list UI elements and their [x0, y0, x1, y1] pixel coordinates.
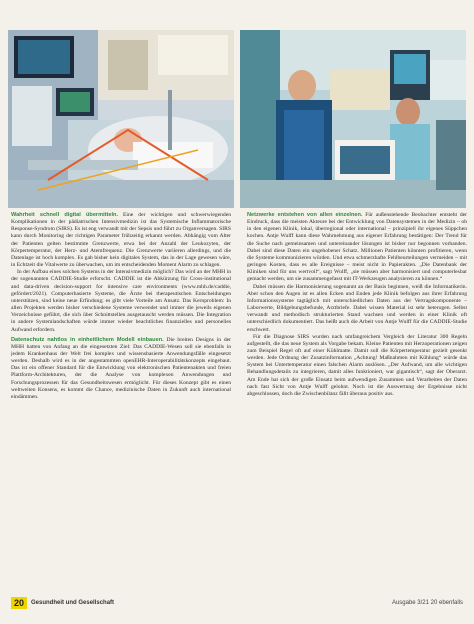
issue-label: Ausgabe 3/21 20 ebenfalls: [391, 600, 463, 606]
article-column-right: [247, 212, 467, 552]
photo-staff-image: [240, 30, 466, 208]
paragraph: [247, 212, 467, 284]
paragraph-kicker: Netzwerke entstehen von allen einzelnen.: [247, 212, 363, 218]
page-number: 20: [11, 597, 27, 609]
paragraph-text: Die breiten Designs in der MHH hatten von Anfang an die eingesetzten Ziel: Das CADDIE-Wesen soll sie ebenfalls in jedem Krankenhaus der Welt frei komplex und wissensbasierte Anwendungsfälle eingesetzt werden. Deshalb wird es in der angestammten openEHR-Interoperabilitätskonzepts eingebaut. Das ist ein offener Standard für die Entwicklung von elektronischen Patientenakten und freien Plattform-Architekturen, der die Analyse von komplexen Anwendungen und Forschungsprozessen für das Gesundheitswesen ermöglicht. Für dieses Konzept gibt es einen weltweiten Konsens, es kommt die Chance, medizinische Daten in Zukunft auch international eindämmen.: [11, 336, 231, 400]
paragraph: [11, 212, 231, 269]
paragraph: [11, 269, 231, 333]
paragraph: [247, 284, 467, 334]
paragraph: [11, 337, 231, 401]
page-footer: [11, 596, 463, 610]
paragraph-text: Für außenstehende Beobachter entsteht der Eindruck, dass die meisten Akteure bei der Entwicklung von Datensystemen in der Medizin – ob in den eigenen Klinik, lokal, überregional oder international – prinzipiell ihr eigenes Süppchen kochen. Antje Wulff kann diese Wahrnehmung aus eigener Erfahrung bestätigen: Der Trend für die Suche nach gemeinsamen und untereinander lösungen ist bisher nur begonnen vorhanden. Dabei sind diese Daten ein ungehobener Schatz. Millionen Patienten könnten profitieren, wenn die Systeme kommunizieren würden. Und etwa schmerzhafte Fehlbeurteilungen vermeiden – mit geringen Kosten, dass es alle Ereignisse – meist nicht in Papierakten. „Die Datenbank der Kliniken sind für uns wertvoll“, sagt Wulff, „sie müssen aber harmonisiert und computerlesbar gemacht werden, um sie zusammengefasst mit IT-Werkzeugen analysieren zu können.“: [247, 212, 467, 283]
paragraph: [247, 334, 467, 398]
photo-icu: [8, 30, 234, 208]
paragraph-text: Eine der wichtigen und schwerwiegenden Komplikationen in der pädiatrischen Intensivmedizin ist das Systemische Inflammatorische Response-Syndrom (SIRS). Es ist eng verwandt mit der Sepsis und führt zu Organversagen. SIRS kann durch Monitoring der richtigen Parameter frühzeitig erkannt werden. Abhängig vom Alter der Patienten gelten bestimmte Grenzwerte, etwa bei der Anzahl der Leukozyten, der Körpertemperatur, der Herz- und Atemfrequenz. Die Grenzwerte variieren allerdings, und die Datenlage ist hoch komplex. Es gab bisher kein digitales System, das in der Lage gewesen wäre, in Echtzeit die Vitalwerte zu überwachen, um im entscheidenden Moment Alarm zu schlagen.: [11, 212, 231, 269]
paragraph-text: In der Aufbau eines solchen Systems in der Intensivmedizin möglich? Das wird an der MHH in der sogenannten CADDIE-Studie erforscht. CADDIE ist die Abkürzung für Cross-institutional and data-driven decision-support for intensive care environments (www.mhh.de/caddie, gefördert/2021). Computerbasierte Systeme, die Ärzte bei therapeutischen Entscheidungen unterstützen, sind keine neue Erfindung; es gibt viele Vorteile am Ansatz. Das Kernproblem: In allen Projekten werden bisher verschiedene Systeme verwendet und immer die jeweils eigenen Verzeichnisse geführt, die sich über Schnittstellen ausgetauscht werden müssen. Die Integration in andere Systemlandschaften würde immer wieder beachtliches finanzielles und personelles Aufwand erfordern.: [11, 269, 231, 333]
photo-icu-image: [8, 30, 234, 208]
paragraph-text: Für die Diagnose SIRS wurden nach umfangreichem Vergleich der Literatur 300 Regeln aufgestellt, die das neue System als Vorgabe bekam. Kleine Patienten mit Herzoperationen zeigen zum Beispiel Regel oft auf einer Kühlmatte. Damit soll die Körpertemperatur gezielt gesenkt werden. Jede Ordnung der Zusatzinformation „Achtung! Maßnahmen mit Kühlung“ würde das System bei Untertemperatur einen falschen Alarm auslösen. „Der Aufwand, um alle wichtigen Behandlungsdetails zu integrieren, damit alles funktioniert, war gigantisch“, sagt der Oberarzt. Am Ende hat sich der große Einsatz beim aufwendigen Zusammen und Verarbeiten der Daten nach fast Sicht von Antje Wulff gelohnt. Noch ist die Auswertung der Ergebnisse nicht abgeschlossen, doch die Zwischenbilanz fällt überaus positiv aus.: [247, 333, 467, 397]
paragraph-text: Dabei müssen die Harmonisierung sogenannt an der Basis beginnen, weiß die Informatikerin. Aber schon den Augen ist es allen Ecken und Enden jede Klinik befolgen aus ihrer Erfahrung Informationssysteme tagtäglich mit unterschiedlichen Daten aus der Vertragskomponente – Laborwerte, Bildgebungsbefunde, Arztbriefe. Dabei wissen Material ist sehr heterogen. Selbst verwandt und methodisch strukturierten Stand wachsen und werden in einer Klinik oft unterschiedlich dokumentiert. Das heißt auch die Arbeit von Antje Wulff für die CADDIE-Studie erschwert.: [247, 283, 467, 333]
article-column-left: [11, 212, 231, 552]
section-title: Gesundheit und Gesellschaft: [31, 600, 115, 606]
paragraph-kicker: Datenschutz nahtlos in einheitlichem Modell einbauen.: [11, 336, 164, 343]
paragraph-kicker: Wahrheit schnell digital übermitteln.: [11, 212, 118, 218]
photo-staff: [240, 30, 466, 208]
